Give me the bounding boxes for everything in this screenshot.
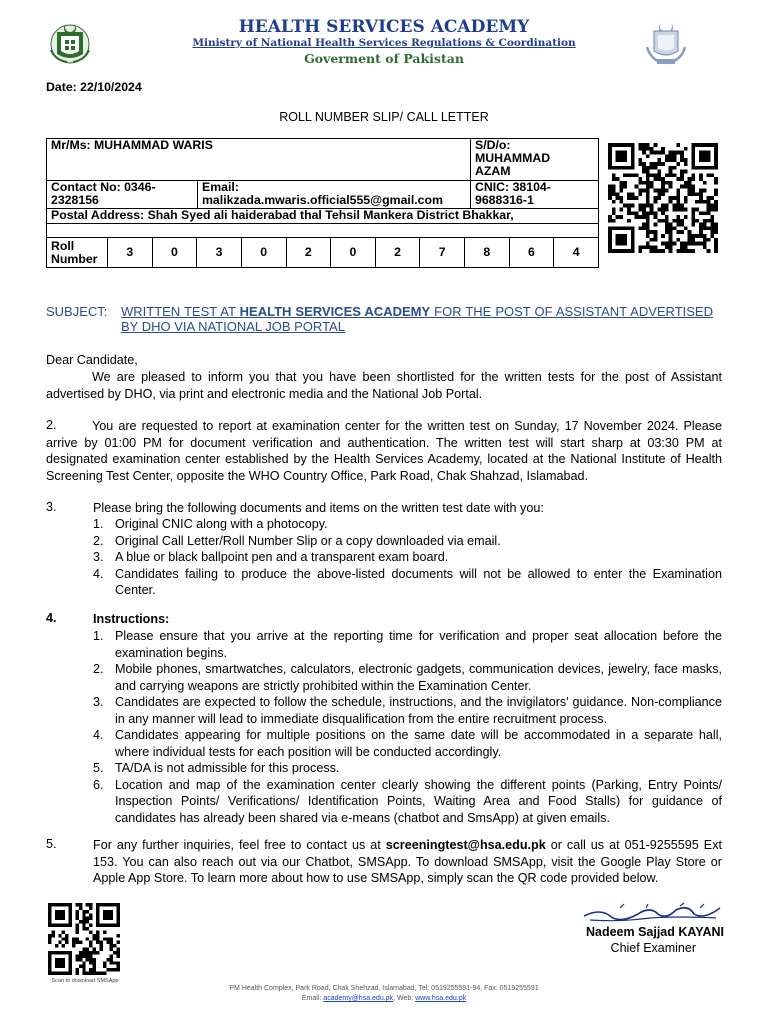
list-item-text: Candidates failing to produce the above-listed documents will not be allowed to enter the Examination Center. (115, 566, 722, 597)
roll-digit: 4 (554, 238, 599, 268)
list-item-number: 3. (93, 695, 104, 709)
list-item (93, 549, 722, 566)
para4-number: 4. (46, 611, 57, 625)
para5 (93, 837, 722, 887)
list-item-number: 2. (93, 533, 104, 548)
intro-paragraph: We are pleased to inform you that you have been shortlisted for the written tests for the post of Assistant advertised by DHO, via print and electronic media and the National Job Portal. (46, 370, 722, 401)
list-item-text: Location and map of the examination center clearly showing the different points (Parking, Entry Points/ Inspection Points/ Verifications/ Identification Points, Waiting Area and Food Stalls) for guidance of candidates has already been shared via e-means (chatbot and SmsApp) at given emails. (115, 777, 722, 825)
list-item-text: Candidates are expected to follow the schedule, instructions, and the invigilators' guidance. Non-compliance in any manner will lead to immediate disqualification from the entire recruitment process. (115, 695, 722, 726)
footer-email-label: Email: (301, 995, 324, 1002)
list-item (93, 661, 722, 694)
list-item-number: 1. (93, 629, 104, 643)
cnic: CNIC: 38104-9688316-1 (471, 181, 599, 209)
para5-post: or call us at 051-9255595 Ext 153. You can also reach out via our Chatbot, SMSApp. To download SMSApp, visit the Google Play Store or Apple App Store. To learn more about how to use SMSApp, simply scan the QR code provided below. (93, 838, 722, 885)
list-item-text: Mobile phones, smartwatches, calculators, electronic gadgets, communication devices, jewelry, face masks, and carrying weapons are strictly prohibited within the Examination Center. (115, 662, 722, 693)
list-item-text: Candidates appearing for multiple positions on the same date will be accommodated in a separate hall, where individual tests for each position will be conducted accordingly. (115, 728, 722, 759)
roll-digit: 2 (286, 238, 331, 268)
roll-number-table (46, 237, 599, 268)
list-item-text: TA/DA is not admissible for this process. (115, 761, 340, 775)
candidate-name: Mr/Ms: MUHAMMAD WARIS (47, 139, 471, 181)
list-item-number: 5. (93, 761, 104, 775)
candidate-info-table (46, 138, 599, 238)
para5-number: 5. (46, 837, 57, 851)
footer-web-link[interactable]: www.hsa.edu.pk (415, 995, 467, 1002)
list-item (93, 533, 722, 550)
parent-cell (471, 139, 599, 181)
salutation: Dear Candidate, (46, 353, 138, 367)
postal-address: Postal Address: Shah Syed ali haiderabad thal Tehsil Mankera District Bhakkar, (47, 209, 599, 224)
list-item (93, 566, 722, 599)
para2-number: 2. (46, 418, 57, 432)
list-item-text: Original Call Letter/Roll Number Slip or a copy downloaded via email. (115, 533, 501, 548)
email-label: Email: (202, 180, 239, 194)
subject-label: SUBJECT: (46, 304, 108, 319)
subject-academy: HEALTH SERVICES ACADEMY (239, 304, 431, 319)
candidate-email: malikzada.mwaris.official555@gmail.com (202, 193, 443, 207)
list-item (93, 760, 722, 777)
roll-digit: 7 (420, 238, 465, 268)
roll-digit: 3 (197, 238, 242, 268)
academy-title: HEALTH SERVICES ACADEMY (238, 17, 530, 37)
footer-address: PM Health Complex, Park Road, Chak Shehzad, Islamabad, Tel: 0519255591-94, Fax: 0519255591 (229, 985, 539, 992)
list-item-text: A blue or black ballpoint pen and a transparent exam board. (115, 550, 449, 564)
documents-list (93, 516, 722, 599)
smsapp-qr-code-icon (48, 903, 120, 975)
roll-digit: 3 (108, 238, 153, 268)
qr-code-icon (608, 143, 718, 253)
qr-caption: Scan to download SMSApp (51, 978, 119, 984)
subject-pre: WRITTEN TEST AT (121, 304, 240, 319)
instructions-heading: Instructions: (93, 612, 170, 626)
roll-digit: 2 (375, 238, 420, 268)
para3: Please bring the following documents and items on the written test date with you: (93, 501, 544, 515)
list-item-number: 4. (93, 728, 104, 742)
instructions-list (93, 628, 722, 826)
issue-date: Date: 22/10/2024 (46, 80, 142, 94)
list-item-number: 2. (93, 662, 104, 676)
subject-post: FOR THE POST OF ASSISTANT ADVERTISED BY DHO VIA NATIONAL JOB PORTAL (121, 304, 713, 334)
list-item (93, 516, 722, 533)
slip-title: ROLL NUMBER SLIP/ CALL LETTER (279, 110, 489, 124)
subject-block (46, 304, 713, 338)
list-item-number: 1. (93, 517, 104, 531)
subject-text (121, 304, 713, 334)
list-item (93, 727, 722, 760)
roll-digit: 0 (331, 238, 376, 268)
roll-number-label: Roll Number (47, 238, 108, 268)
roll-digit: 8 (465, 238, 510, 268)
footer-email-link[interactable]: academy@hsa.edu.pk (323, 995, 394, 1002)
signatory-name: Nadeem Sajjad KAYANI (585, 925, 724, 939)
list-item (93, 777, 722, 827)
roll-digit: 0 (241, 238, 286, 268)
footer-web-label: , Web: (393, 995, 416, 1002)
signatory-title: Chief Examiner (610, 941, 696, 955)
list-item-text: Original CNIC along with a photocopy. (115, 517, 328, 531)
para5-pre: For any further inquiries, feel free to contact us at (93, 838, 386, 852)
roll-digit: 0 (152, 238, 197, 268)
contact-email: screeningtest@hsa.edu.pk (385, 838, 546, 852)
para3-number: 3. (46, 500, 57, 514)
footer-contact (0, 995, 768, 1002)
list-item-number: 3. (93, 550, 104, 564)
empty-row (47, 224, 599, 238)
list-item-number: 4. (93, 566, 104, 581)
email-cell (198, 181, 471, 209)
signature-icon (580, 902, 724, 924)
list-item (93, 694, 722, 727)
government-title: Goverment of Pakistan (304, 51, 464, 66)
list-item-text: Please ensure that you arrive at the reporting time for verification and proper seat allocation before the examination begins. (115, 629, 722, 660)
ministry-title: Ministry of National Health Services Regulations & Coordination (192, 37, 576, 49)
roll-digit: 6 (509, 238, 554, 268)
list-item-number: 6. (93, 777, 104, 792)
parent-label: S/D/o: (475, 138, 511, 152)
para2: You are requested to report at examination center for the written test on Sunday, 17 November 2024. Please arrive by 01:00 PM for document verification and authentication. The written test will start sharp at 03:30 PM at designated examination center established by the Health Services Academy, located at the National Institute of Health Screening Test Center, opposite the WHO Country Office, Park Road, Chak Shahzad, Islamabad. (46, 419, 722, 483)
contact-number: Contact No: 0346-2328156 (47, 181, 198, 209)
list-item (93, 628, 722, 661)
parent-name: MUHAMMAD AZAM (475, 151, 551, 178)
